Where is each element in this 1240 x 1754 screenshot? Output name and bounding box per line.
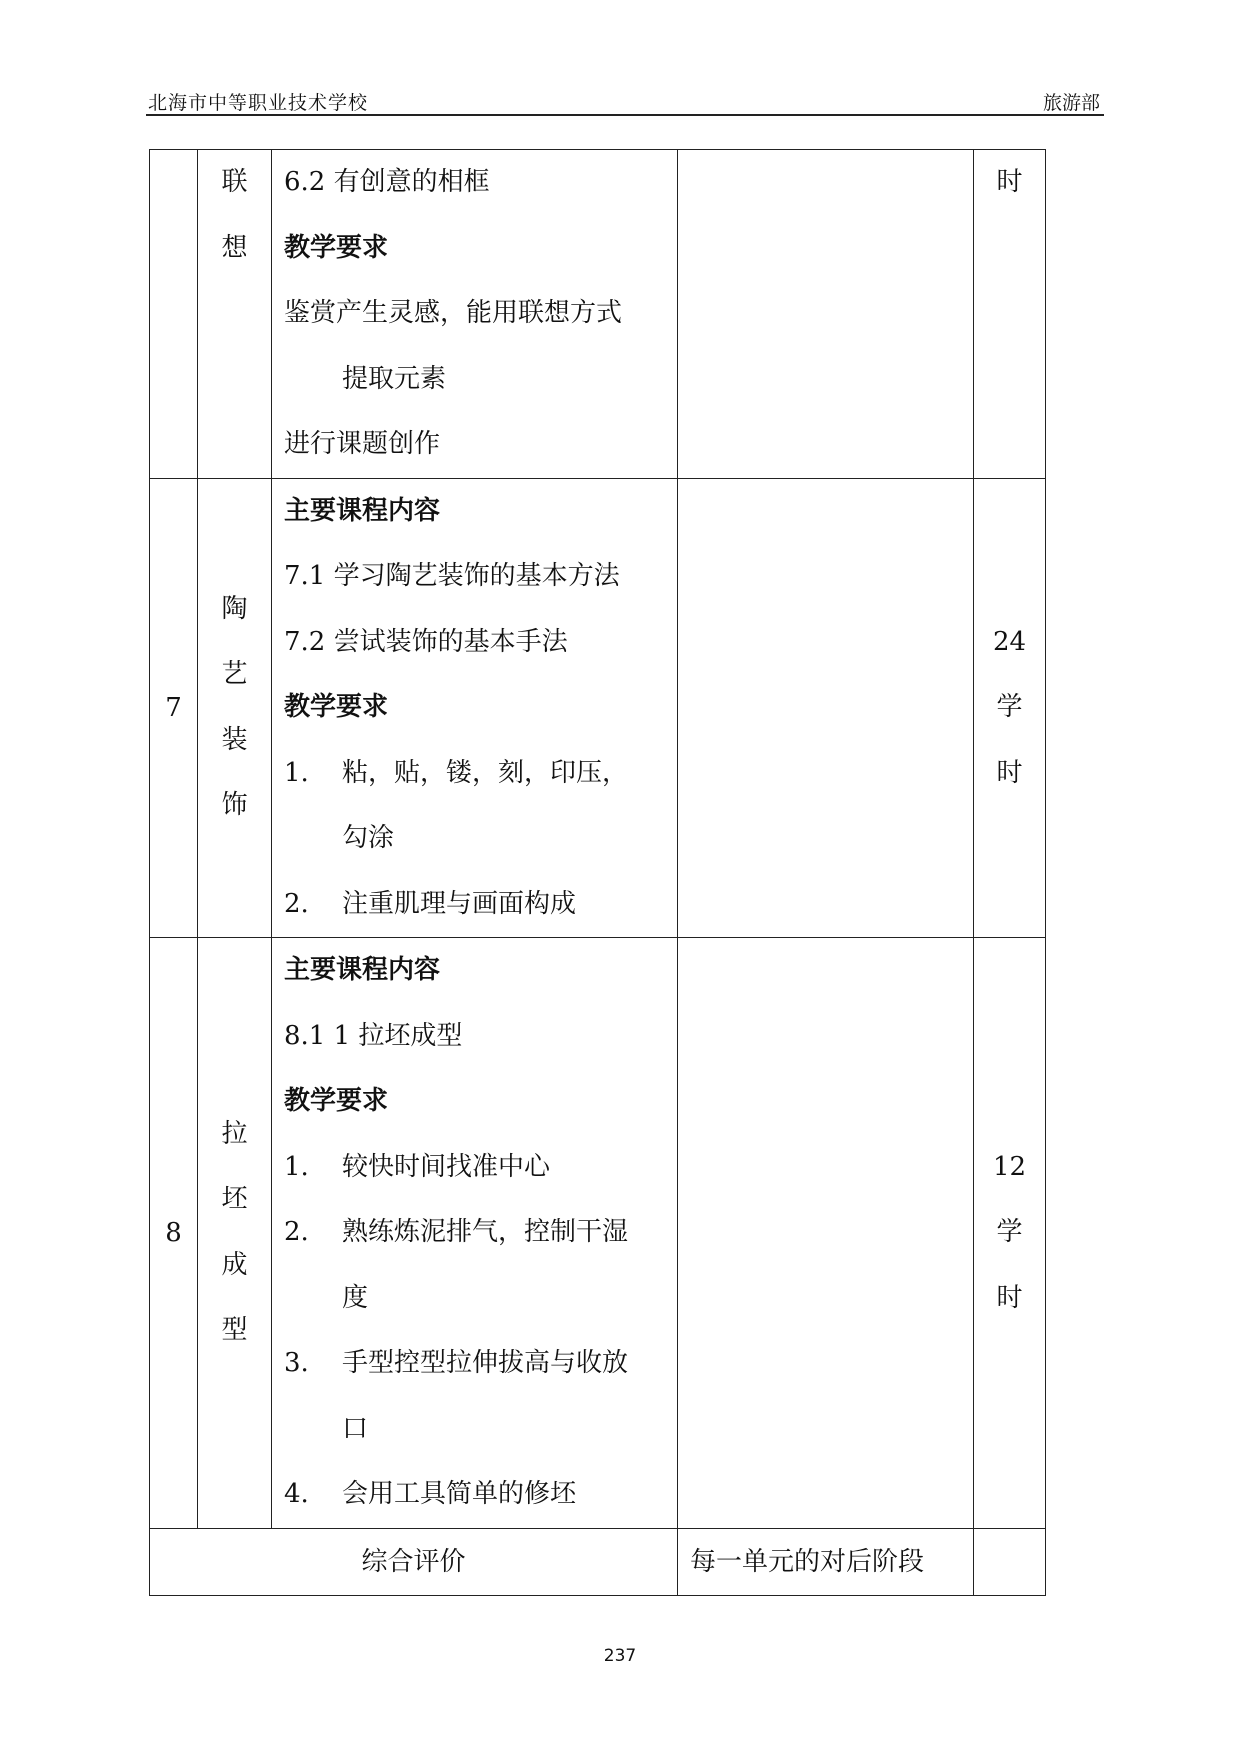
content-cell <box>272 150 678 479</box>
numbered-item <box>284 1135 665 1201</box>
hours-cell <box>974 478 1046 938</box>
header-school-name: 北海市中等职业技术学校 <box>148 92 369 114</box>
item-text: 较快时间找准中心 <box>342 1151 551 1182</box>
summary-value: 每一单元的对后阶段 <box>678 1528 974 1595</box>
title-char: 艺 <box>221 659 248 690</box>
header-rule <box>146 114 1104 116</box>
item-number: 1. <box>284 1151 309 1182</box>
hours-char: 24 <box>992 626 1027 657</box>
section-heading: 教学要求 <box>284 232 389 263</box>
title-char: 联 <box>221 167 248 197</box>
header-department: 旅游部 <box>1042 92 1100 114</box>
empty-cell <box>974 1528 1046 1595</box>
section-heading: 教学要求 <box>284 1086 389 1116</box>
item-text: 注重肌理与画面构成 <box>342 888 577 919</box>
title-char: 成 <box>221 1249 248 1280</box>
item-number: 2. <box>284 888 309 919</box>
hours-char: 时 <box>996 757 1023 788</box>
page-number: 237 <box>603 1646 637 1666</box>
section-heading: 主要课程内容 <box>284 955 441 985</box>
summary-row <box>150 1528 1046 1595</box>
item-text: 手型控型拉伸拔高与收放 <box>342 1348 629 1378</box>
content-cell <box>272 938 678 1529</box>
row-title-cell <box>198 150 272 479</box>
content-line: 7.2 尝试装饰的基本手法 <box>284 626 568 657</box>
content-line: 口 <box>342 1413 369 1444</box>
numbered-item <box>284 741 665 807</box>
item-number: 4. <box>284 1479 309 1509</box>
row-number-cell: 8 <box>150 938 198 1529</box>
section-heading: 教学要求 <box>284 692 389 722</box>
content-line: 提取元素 <box>342 363 447 394</box>
hours-char: 学 <box>996 692 1023 722</box>
numbered-item <box>284 872 665 938</box>
hours-char: 时 <box>996 167 1023 197</box>
content-line: 度 <box>342 1282 369 1313</box>
content-cell <box>272 478 678 938</box>
title-char: 饰 <box>221 790 248 821</box>
hours-cell <box>974 150 1046 479</box>
section-heading: 主要课程内容 <box>284 495 441 526</box>
content-line: 6.2 有创意的相框 <box>284 167 490 197</box>
curriculum-table <box>149 149 1046 1596</box>
row-number-cell <box>150 150 198 479</box>
numbered-item <box>284 1200 665 1266</box>
hours-char: 12 <box>992 1151 1027 1182</box>
title-char: 装 <box>221 724 248 755</box>
summary-label: 综合评价 <box>150 1528 678 1595</box>
item-text: 熟练炼泥排气，控制干湿 <box>342 1217 629 1247</box>
item-number: 1. <box>284 757 309 788</box>
content-line: 勾涂 <box>342 823 395 853</box>
table-row <box>150 478 1046 938</box>
table-row <box>150 938 1046 1529</box>
title-char: 坯 <box>221 1184 248 1215</box>
row-title-cell <box>198 478 272 938</box>
numbered-item <box>284 1331 665 1397</box>
row-number-cell: 7 <box>150 478 198 938</box>
title-char: 型 <box>221 1315 248 1346</box>
title-char: 拉 <box>221 1118 248 1149</box>
hours-cell <box>974 938 1046 1529</box>
hours-char: 学 <box>996 1217 1023 1247</box>
item-text: 会用工具简单的修坯 <box>342 1479 577 1509</box>
content-line: 8.1 1 拉坯成型 <box>284 1020 463 1051</box>
table-row <box>150 150 1046 479</box>
title-char: 想 <box>221 232 248 263</box>
title-char: 陶 <box>221 593 248 624</box>
item-text: 粘，贴，镂，刻，印压， <box>342 757 629 788</box>
content-line: 进行课题创作 <box>284 429 441 459</box>
empty-cell <box>678 150 974 479</box>
content-line: 7.1 学习陶艺装饰的基本方法 <box>284 561 620 591</box>
item-number: 2. <box>284 1217 309 1247</box>
item-number: 3. <box>284 1348 309 1378</box>
hours-char: 时 <box>996 1282 1023 1313</box>
content-line: 鉴赏产生灵感，能用联想方式 <box>284 298 623 328</box>
numbered-item <box>284 1462 665 1528</box>
row-title-cell <box>198 938 272 1529</box>
empty-cell <box>678 938 974 1529</box>
empty-cell <box>678 478 974 938</box>
